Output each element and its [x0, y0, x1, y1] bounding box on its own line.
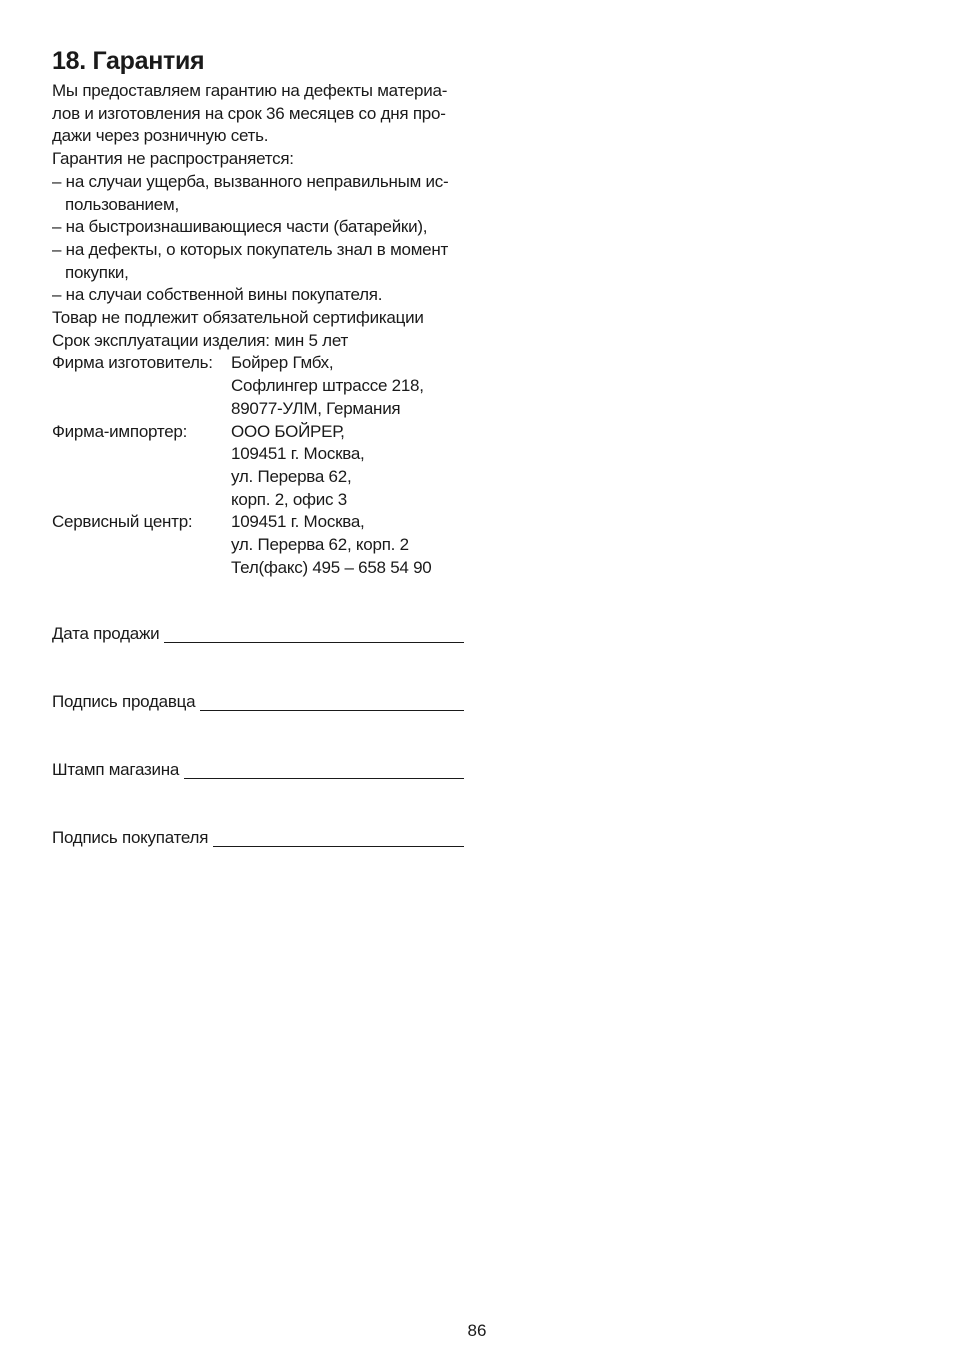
shop-stamp-row: [52, 759, 464, 781]
buyer-signature-line: [213, 845, 464, 847]
address-line: 89077-УЛМ, Германия: [231, 398, 401, 418]
buyer-signature-row: [52, 827, 464, 849]
seller-signature-label: Подпись продавца: [52, 692, 196, 712]
buyer-signature-label: Подпись покупателя: [52, 828, 209, 848]
sale-date-row: [52, 623, 464, 645]
address-line: Бойрер Гмбх,: [231, 353, 334, 373]
importer-label: Фирма-импортер:: [52, 421, 188, 441]
address-line: Тел(факс) 495 – 658 54 90: [231, 557, 432, 577]
page-number: 86: [467, 1321, 487, 1340]
shop-stamp-label: Штамп магазина: [52, 760, 180, 780]
exclusions-list: [52, 171, 472, 307]
warranty-page: [52, 46, 472, 849]
exclusion-item: – на случаи собственной вины покупателя.: [52, 285, 383, 305]
address-line: корп. 2, офис 3: [231, 489, 347, 509]
shop-stamp-line: [184, 777, 464, 779]
exclusion-item: – на дефекты, о которых покупатель знал в момент покупки,: [52, 239, 449, 282]
intro-line: дажи через розничную сеть.: [52, 126, 269, 146]
intro-line: лов и изготовления на срок 36 месяцев со дня про-: [52, 103, 446, 123]
manufacturer-address: [231, 352, 472, 420]
exclusion-item: – на случаи ущерба, вызванного неправильным ис-пользованием,: [52, 171, 449, 214]
address-line: ул. Перерва 62,: [231, 466, 352, 486]
address-line: 109451 г. Москва,: [231, 444, 365, 464]
sale-date-label: Дата продажи: [52, 624, 160, 644]
exclusion-item: – на быстроизнашивающиеся части (батарейки),: [52, 217, 428, 237]
sale-date-line: [164, 641, 464, 643]
address-line: ООО БОЙРЕР,: [231, 421, 345, 441]
intro-line: Мы предоставляем гарантию на дефекты материа-: [52, 81, 448, 100]
service-center-address: [231, 511, 472, 579]
address-line: 109451 г. Москва,: [231, 512, 365, 532]
service-life-note: Срок эксплуатации изделия: мин 5 лет: [52, 330, 349, 350]
manufacturer-label: Фирма изготовитель:: [52, 353, 213, 373]
company-info: [52, 352, 472, 579]
importer-address: [231, 421, 472, 512]
service-center-label: Сервисный центр:: [52, 512, 193, 532]
address-line: ул. Перерва 62, корп. 2: [231, 535, 409, 555]
address-line: Софлингер штрассе 218,: [231, 376, 424, 396]
certification-note: Товар не подлежит обязательной сертификации: [52, 308, 424, 328]
importer-row: [52, 421, 472, 512]
exclusions-heading: Гарантия не распространяется:: [52, 149, 294, 169]
seller-signature-line: [200, 709, 464, 711]
service-center-row: [52, 511, 472, 579]
warranty-text: [52, 80, 472, 579]
signature-block: [52, 623, 472, 849]
section-title: 18. Гарантия: [52, 47, 205, 75]
seller-signature-row: [52, 691, 464, 713]
manufacturer-row: [52, 352, 472, 420]
